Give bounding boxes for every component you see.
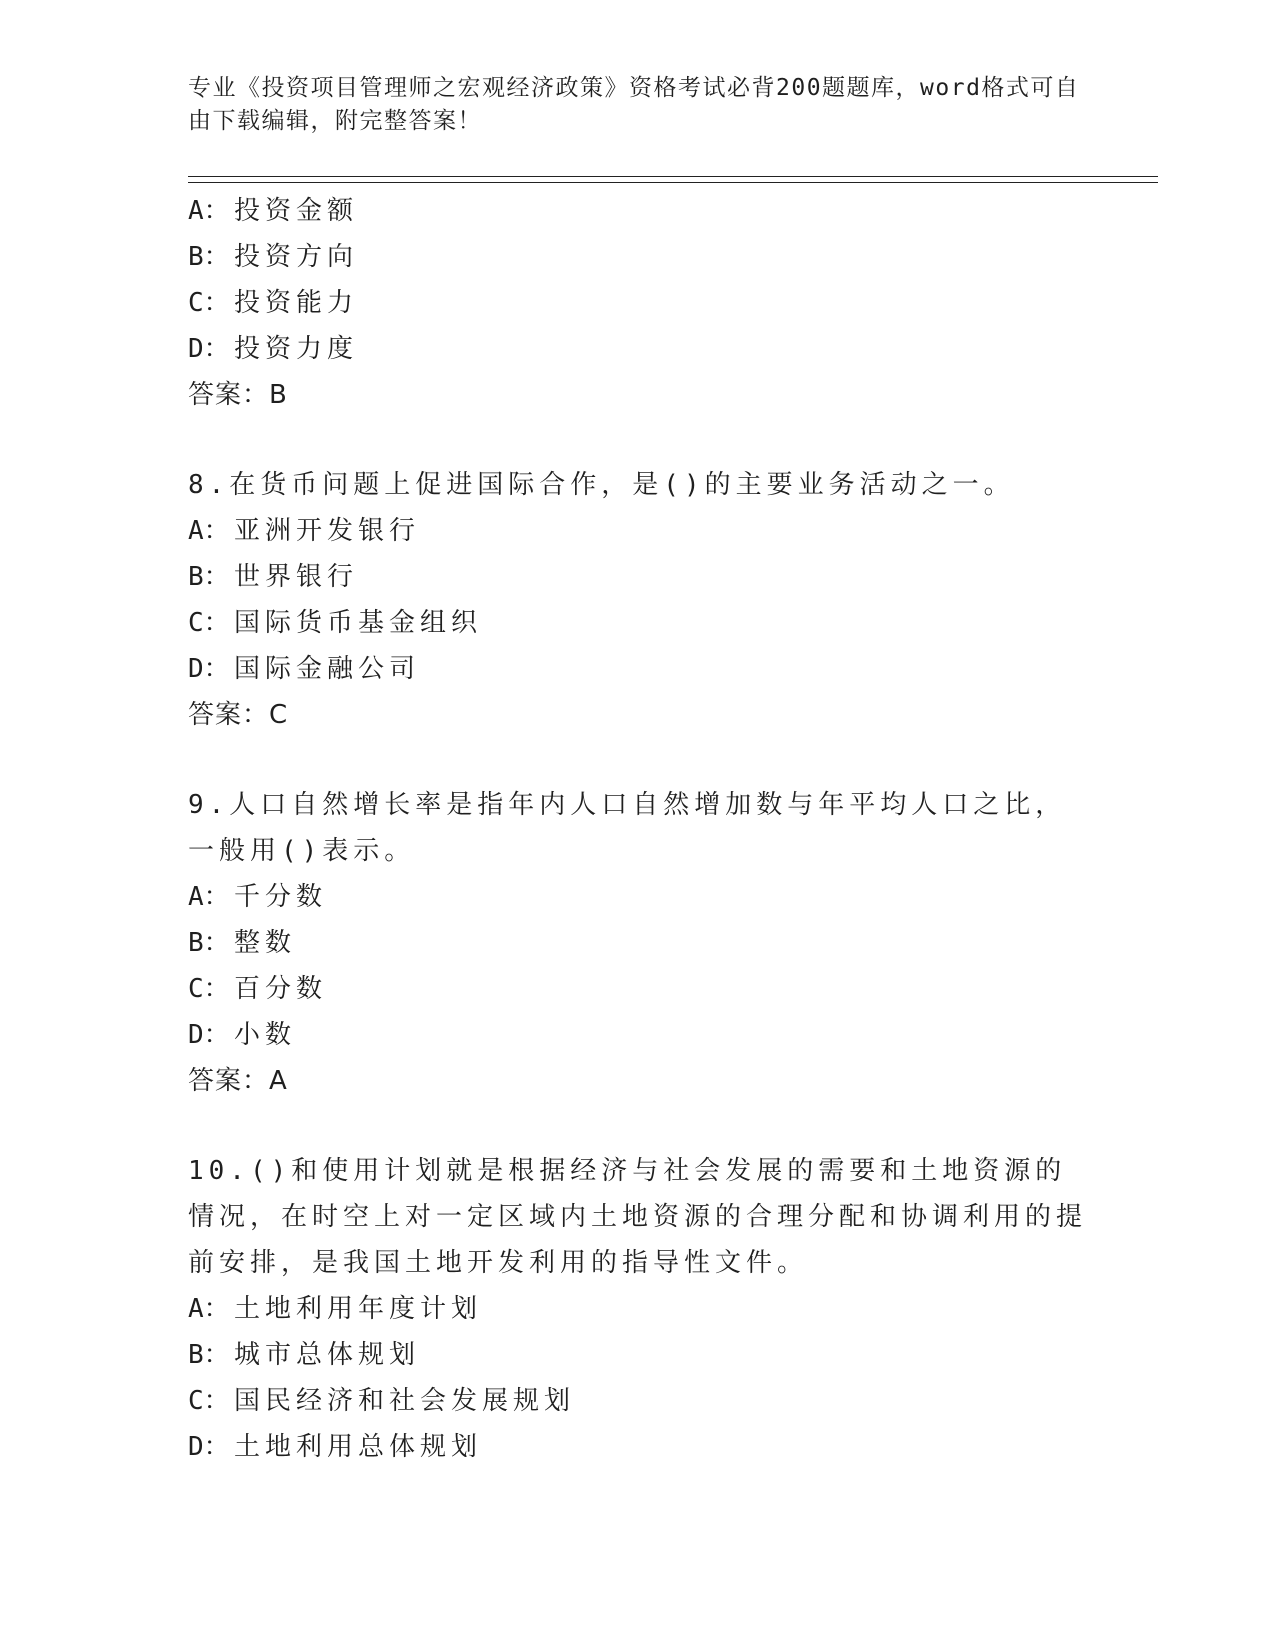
answer-line: 答案：B xyxy=(188,380,288,410)
option-d: D： 小数 xyxy=(188,1020,297,1050)
header-rule-bottom xyxy=(188,182,1158,183)
option-b: B： 城市总体规划 xyxy=(188,1340,421,1370)
option-c: C： 国民经济和社会发展规划 xyxy=(188,1386,576,1416)
question-text: 10.()和使用计划就是根据经济与社会发展的需要和土地资源的情况，在时空上对一定区域内土地资源的合理分配和协调利用的提前安排，是我国土地开发利用的指导性文件。 xyxy=(188,1156,1088,1278)
option-a: A： 千分数 xyxy=(188,882,328,912)
answer-line: 答案：C xyxy=(188,700,289,730)
answer-line: 答案：A xyxy=(188,1066,288,1096)
question-list xyxy=(188,188,1088,1470)
option-a: A： 亚洲开发银行 xyxy=(188,516,421,546)
option-c: C： 国际货币基金组织 xyxy=(188,608,483,638)
option-a: A： 土地利用年度计划 xyxy=(188,1294,483,1324)
option-d: D： 土地利用总体规划 xyxy=(188,1432,483,1462)
option-d: D： 投资力度 xyxy=(188,334,359,364)
document-header: 专业《投资项目管理师之宏观经济政策》资格考试必背200题题库，word格式可自由下载编辑，附完整答案！ xyxy=(188,75,1080,134)
option-a: A： 投资金额 xyxy=(188,196,359,226)
option-c: C： 投资能力 xyxy=(188,288,359,318)
question-text: 8.在货币问题上促进国际合作，是()的主要业务活动之一。 xyxy=(188,470,1015,500)
header-rule-top xyxy=(188,176,1158,177)
option-b: B： 投资方向 xyxy=(188,242,359,272)
question-text: 9.人口自然增长率是指年内人口自然增加数与年平均人口之比，一般用()表示。 xyxy=(188,790,1067,866)
option-b: B： 整数 xyxy=(188,928,297,958)
option-b: B： 世界银行 xyxy=(188,562,359,592)
option-d: D： 国际金融公司 xyxy=(188,654,421,684)
option-c: C： 百分数 xyxy=(188,974,328,1004)
